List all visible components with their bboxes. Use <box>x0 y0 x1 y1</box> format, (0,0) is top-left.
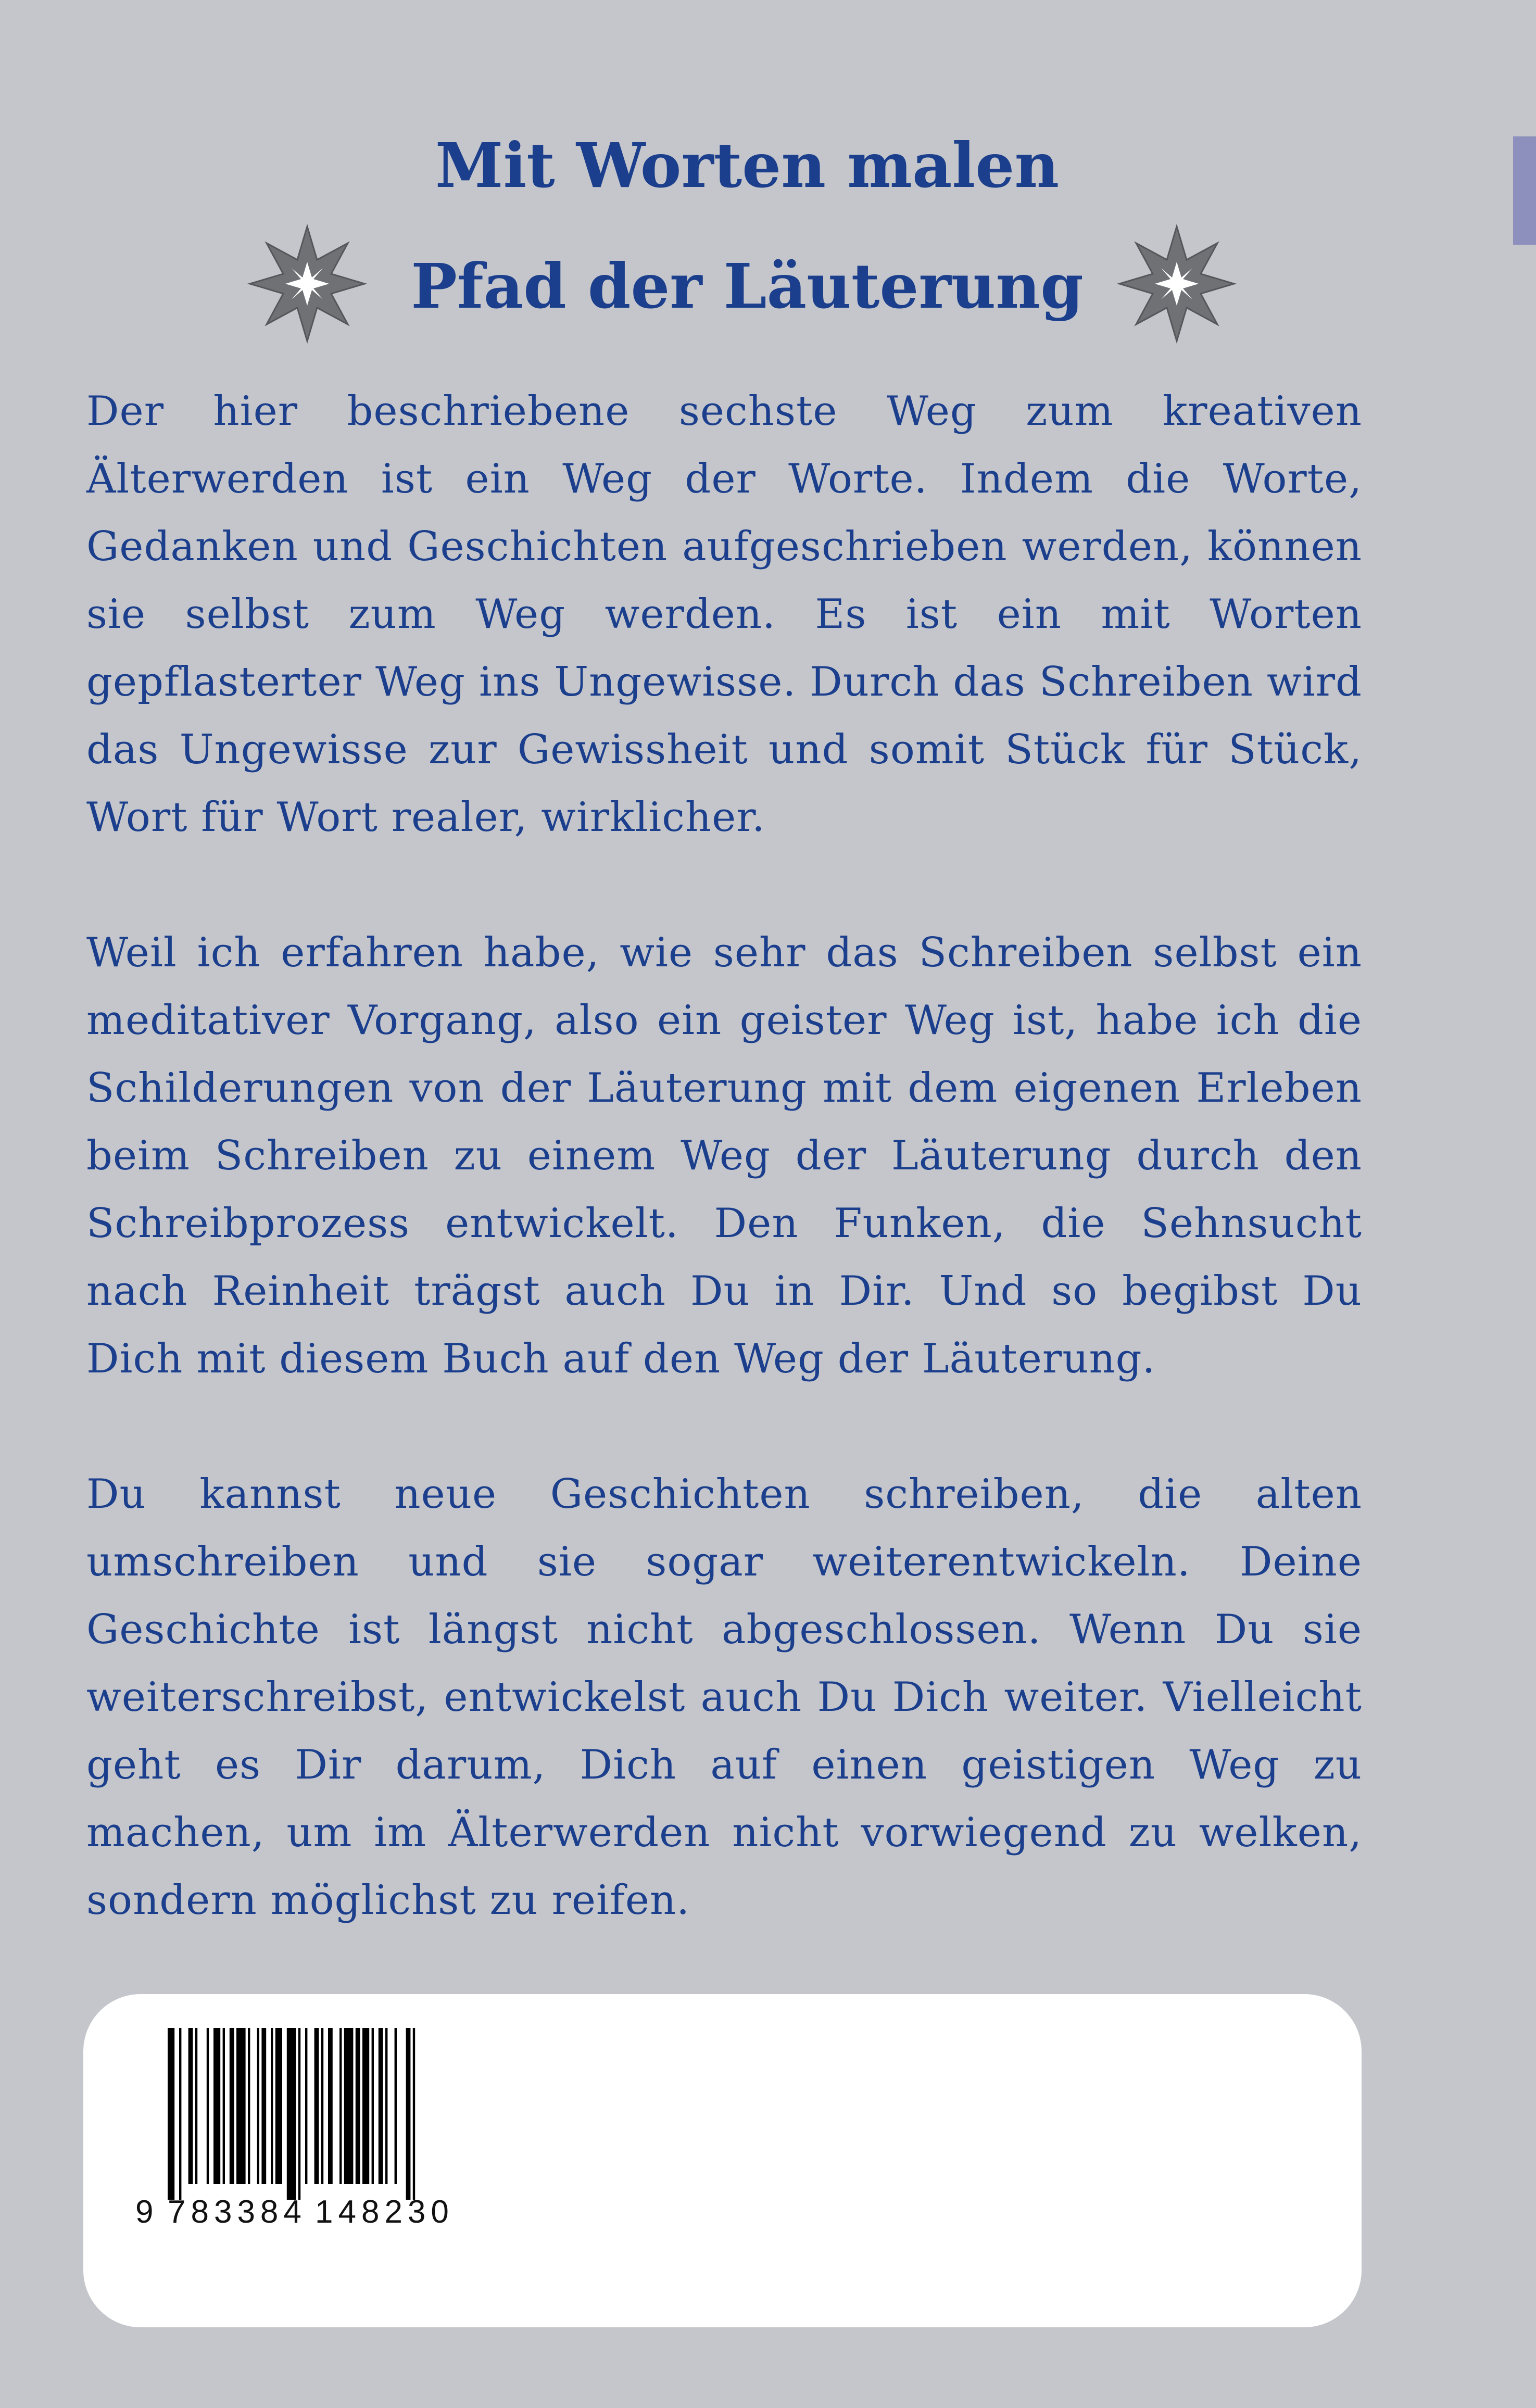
barcode-bar <box>195 2028 197 2184</box>
barcode-bar <box>413 2028 415 2200</box>
barcode-bar <box>213 2028 220 2184</box>
edge-color-tab <box>1513 136 1536 245</box>
barcode-bar <box>305 2028 307 2184</box>
barcode-bar <box>230 2028 234 2184</box>
barcode-bar <box>257 2028 259 2184</box>
eight-pointed-star-icon <box>1114 221 1239 346</box>
blurb-text <box>86 377 1362 2002</box>
barcode-bar <box>328 2028 333 2184</box>
barcode-bar <box>275 2028 282 2184</box>
star-center <box>1155 262 1199 306</box>
barcode-bar <box>314 2028 319 2184</box>
barcode-bar <box>188 2028 193 2184</box>
isbn-first-digit: 9 <box>135 2194 154 2230</box>
barcode-bar <box>395 2028 397 2184</box>
barcode-bar <box>339 2028 342 2184</box>
barcode-bar <box>379 2028 383 2184</box>
barcode-bar <box>271 2028 273 2184</box>
title-line-2: Pfad der Läuterung <box>411 250 1084 322</box>
isbn-group-1: 783384 <box>168 2194 307 2230</box>
barcode-bar <box>236 2028 246 2184</box>
barcode-bar <box>298 2028 300 2200</box>
barcode-bar <box>287 2028 296 2200</box>
barcode-bar <box>168 2028 174 2200</box>
barcode-bar <box>372 2028 374 2184</box>
isbn-barcode <box>135 2028 500 2200</box>
eight-pointed-star-icon <box>245 221 370 346</box>
barcode-bar <box>207 2028 209 2184</box>
isbn-number <box>135 2193 500 2230</box>
barcode-bar <box>362 2028 369 2184</box>
title-line-1: Mit Worten malen <box>435 129 1060 201</box>
barcode-bar <box>344 2028 354 2184</box>
barcode-bar <box>406 2028 411 2200</box>
barcode-bar <box>179 2028 181 2200</box>
barcode-bar <box>261 2028 266 2184</box>
barcode-bar <box>321 2028 323 2184</box>
blurb-paragraph-3: Du kannst neue Geschichten schreiben, die alten umschreiben und sie sogar weiterentwickeln. Deine Geschichte ist längst nicht abgeschlossen. Wenn Du sie weiterschreibst, entwickelst auch Du Dich weiter. Vielleicht geht es Dir darum, Dich auf einen geistigen Weg zu machen, um im Älterwerden nicht vorwiegend zu welken, sondern möglichst zu reifen. <box>86 1471 1362 1924</box>
barcode-bar <box>385 2028 387 2184</box>
barcode-bar <box>248 2028 250 2184</box>
blurb-paragraph-2: Weil ich erfahren habe, wie sehr das Schreiben selbst ein meditativer Vorgang, also ein geister Weg ist, habe ich die Schilderungen von der Läuterung mit dem eigenen Erleben beim Schreiben zu einem Weg der Läuterung durch den Schreibprozess entwickelt. Den Funken, die Sehnsucht nach Reinheit trägst auch Du in Dir. Und so begibst Du Dich mit diesem Buch auf den Weg der Läuterung. <box>86 929 1362 1382</box>
blurb-paragraph-1: Der hier beschriebene sechste Weg zum kreativen Älterwerden ist ein Weg der Worte. Indem die Worte, Gedanken und Geschichten aufgeschrieben werden, können sie selbst zum Weg werden. Es ist ein mit Worten gepflasterter Weg ins Ungewisse. Durch das Schreiben wird das Ungewisse zur Gewissheit und somit Stück für Stück, Wort für Wort realer, wirklicher. <box>86 388 1362 841</box>
isbn-group-2: 148230 <box>315 2194 454 2230</box>
barcode-panel <box>83 1994 1362 2327</box>
barcode-bar <box>223 2028 225 2184</box>
star-center <box>285 262 329 306</box>
barcode-bar <box>356 2028 360 2184</box>
